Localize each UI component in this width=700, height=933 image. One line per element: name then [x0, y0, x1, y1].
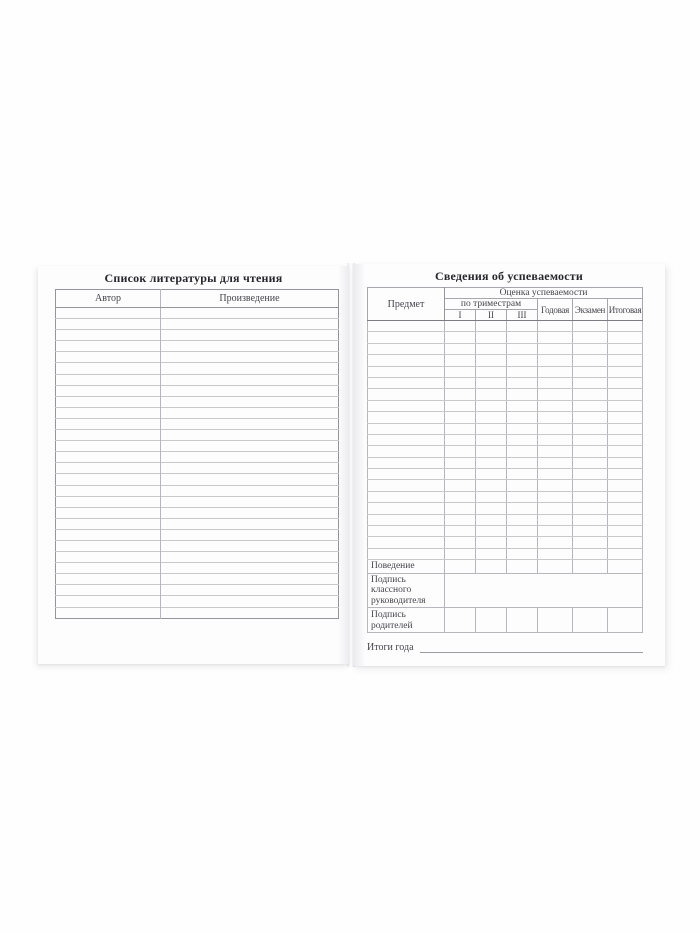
- empty-cell: [507, 389, 538, 400]
- empty-cell: [445, 469, 476, 480]
- grades-empty-row: [368, 537, 643, 548]
- empty-cell: [507, 503, 538, 514]
- empty-cell: [161, 385, 339, 396]
- behavior-row-label: Поведение: [368, 560, 445, 574]
- grades-empty-row: [368, 469, 643, 480]
- grades-empty-row: [368, 400, 643, 411]
- empty-cell: [538, 503, 573, 514]
- empty-cell: [573, 355, 608, 366]
- empty-cell: [538, 377, 573, 388]
- empty-cell: [538, 321, 573, 332]
- empty-cell: [608, 400, 643, 411]
- empty-cell: [56, 407, 161, 418]
- reading-list-empty-row: [56, 308, 339, 319]
- empty-cell: [161, 507, 339, 518]
- empty-cell: [368, 355, 445, 366]
- author-column-header: Автор: [56, 290, 161, 308]
- reading-list-empty-row: [56, 518, 339, 529]
- empty-cell: [507, 446, 538, 457]
- empty-cell: [608, 469, 643, 480]
- reading-list-empty-row: [56, 463, 339, 474]
- empty-cell: [538, 469, 573, 480]
- right-page: [353, 264, 665, 666]
- empty-cell: [608, 548, 643, 559]
- empty-cell: [573, 548, 608, 559]
- empty-cell: [56, 563, 161, 574]
- empty-cell: [507, 457, 538, 468]
- empty-cell: [538, 400, 573, 411]
- empty-cell: [445, 548, 476, 559]
- empty-cell: [476, 400, 507, 411]
- reading-list-empty-row: [56, 540, 339, 551]
- reading-list-empty-row: [56, 407, 339, 418]
- empty-cell: [507, 469, 538, 480]
- empty-cell: [161, 518, 339, 529]
- teacher-signature-row: [368, 573, 643, 608]
- grades-empty-row: [368, 321, 643, 332]
- empty-cell: [161, 552, 339, 563]
- empty-cell: [608, 446, 643, 457]
- grades-title: Сведения об успеваемости: [435, 269, 583, 283]
- empty-cell: [507, 537, 538, 548]
- empty-cell: [368, 377, 445, 388]
- reading-list-empty-row: [56, 452, 339, 463]
- final-column-header: Итоговая: [608, 299, 643, 321]
- empty-cell: [368, 537, 445, 548]
- empty-cell: [573, 377, 608, 388]
- empty-cell: [507, 480, 538, 491]
- empty-cell: [445, 343, 476, 354]
- empty-cell: [161, 563, 339, 574]
- empty-cell: [608, 526, 643, 537]
- grades-header-row-1: [368, 288, 643, 299]
- empty-cell: [161, 441, 339, 452]
- empty-cell: [573, 343, 608, 354]
- reading-list-empty-row: [56, 396, 339, 407]
- reading-list-empty-row: [56, 563, 339, 574]
- empty-cell: [445, 491, 476, 502]
- empty-cell: [507, 491, 538, 502]
- year-results-label: Итоги года: [367, 642, 414, 654]
- reading-list-empty-row: [56, 330, 339, 341]
- empty-cell: [161, 363, 339, 374]
- reading-list-empty-row: [56, 385, 339, 396]
- empty-cell: [608, 434, 643, 445]
- grades-empty-row: [368, 343, 643, 354]
- empty-cell: [476, 366, 507, 377]
- empty-cell: [608, 491, 643, 502]
- parents-signature-row-label: Подпись родителей: [368, 608, 445, 633]
- reading-list-empty-row: [56, 507, 339, 518]
- empty-cell: [476, 537, 507, 548]
- empty-cell: [368, 423, 445, 434]
- reading-list-empty-row: [56, 485, 339, 496]
- grades-empty-row: [368, 548, 643, 559]
- empty-cell: [538, 491, 573, 502]
- empty-cell: [56, 607, 161, 618]
- empty-cell: [368, 389, 445, 400]
- empty-cell: [161, 540, 339, 551]
- empty-cell: [56, 396, 161, 407]
- empty-cell: [573, 321, 608, 332]
- empty-cell: [368, 548, 445, 559]
- empty-cell: [573, 537, 608, 548]
- reading-list-empty-row: [56, 496, 339, 507]
- empty-cell: [56, 385, 161, 396]
- empty-cell: [161, 374, 339, 385]
- reading-list-empty-row: [56, 607, 339, 618]
- empty-cell: [161, 474, 339, 485]
- empty-cell: [56, 319, 161, 330]
- empty-cell: [161, 485, 339, 496]
- empty-cell: [573, 526, 608, 537]
- empty-cell: [538, 537, 573, 548]
- empty-cell: [573, 491, 608, 502]
- empty-cell: [507, 332, 538, 343]
- reading-list-empty-row: [56, 552, 339, 563]
- empty-cell: [445, 412, 476, 423]
- empty-cell: [476, 412, 507, 423]
- empty-cell: [507, 434, 538, 445]
- reading-list-empty-row: [56, 441, 339, 452]
- grade-cell: [476, 560, 507, 574]
- empty-cell: [476, 446, 507, 457]
- empty-cell: [538, 389, 573, 400]
- empty-cell: [56, 363, 161, 374]
- empty-cell: [56, 585, 161, 596]
- empty-cell: [445, 480, 476, 491]
- empty-cell: [507, 514, 538, 525]
- empty-cell: [368, 480, 445, 491]
- empty-cell: [608, 377, 643, 388]
- empty-cell: [507, 526, 538, 537]
- empty-cell: [538, 548, 573, 559]
- grades-empty-row: [368, 423, 643, 434]
- empty-cell: [368, 503, 445, 514]
- empty-cell: [161, 574, 339, 585]
- empty-cell: [476, 469, 507, 480]
- empty-cell: [573, 446, 608, 457]
- empty-cell: [161, 341, 339, 352]
- empty-cell: [538, 412, 573, 423]
- grades-empty-row: [368, 377, 643, 388]
- empty-cell: [56, 330, 161, 341]
- empty-cell: [445, 377, 476, 388]
- empty-cell: [507, 548, 538, 559]
- empty-cell: [476, 434, 507, 445]
- empty-cell: [161, 396, 339, 407]
- empty-cell: [161, 308, 339, 319]
- empty-cell: [445, 400, 476, 411]
- empty-cell: [507, 355, 538, 366]
- empty-cell: [573, 412, 608, 423]
- empty-cell: [445, 355, 476, 366]
- reading-list-empty-row: [56, 430, 339, 441]
- empty-cell: [445, 537, 476, 548]
- empty-cell: [573, 469, 608, 480]
- empty-cell: [445, 457, 476, 468]
- empty-cell: [476, 377, 507, 388]
- year-results-row: [367, 642, 643, 653]
- empty-cell: [161, 607, 339, 618]
- empty-cell: [368, 332, 445, 343]
- empty-cell: [56, 596, 161, 607]
- empty-cell: [538, 355, 573, 366]
- empty-cell: [573, 389, 608, 400]
- grades-empty-row: [368, 366, 643, 377]
- grades-empty-row: [368, 457, 643, 468]
- reading-list-empty-row: [56, 352, 339, 363]
- exam-column-header: Экзамен: [573, 299, 608, 321]
- grades-empty-row: [368, 332, 643, 343]
- empty-cell: [507, 423, 538, 434]
- reading-list-empty-row: [56, 319, 339, 330]
- empty-cell: [507, 321, 538, 332]
- trimester-2-header: II: [476, 310, 507, 321]
- left-page: [38, 266, 349, 664]
- grade-cell: [538, 560, 573, 574]
- empty-cell: [507, 400, 538, 411]
- annual-column-header: Годовая: [538, 299, 573, 321]
- empty-cell: [161, 463, 339, 474]
- empty-cell: [573, 366, 608, 377]
- empty-cell: [573, 423, 608, 434]
- empty-cell: [56, 308, 161, 319]
- empty-cell: [445, 434, 476, 445]
- empty-cell: [608, 423, 643, 434]
- empty-cell: [56, 574, 161, 585]
- empty-cell: [573, 332, 608, 343]
- empty-cell: [538, 366, 573, 377]
- trimester-group-header: по триместрам: [445, 299, 538, 310]
- grade-cell: [445, 608, 476, 633]
- empty-cell: [538, 526, 573, 537]
- reading-list-empty-row: [56, 418, 339, 429]
- grade-cell: [507, 560, 538, 574]
- grades-empty-row: [368, 389, 643, 400]
- empty-cell: [608, 389, 643, 400]
- empty-cell: [608, 343, 643, 354]
- empty-cell: [56, 540, 161, 551]
- empty-cell: [445, 389, 476, 400]
- empty-cell: [538, 480, 573, 491]
- grades-group-header: Оценка успеваемости: [445, 288, 643, 299]
- grades-table: [367, 287, 643, 633]
- empty-cell: [368, 514, 445, 525]
- grade-cell: [608, 608, 643, 633]
- reading-list-empty-row: [56, 596, 339, 607]
- reading-list-empty-row: [56, 574, 339, 585]
- empty-cell: [608, 366, 643, 377]
- grades-empty-row: [368, 480, 643, 491]
- empty-cell: [507, 343, 538, 354]
- empty-cell: [608, 321, 643, 332]
- reading-list-empty-row: [56, 529, 339, 540]
- empty-cell: [161, 452, 339, 463]
- empty-cell: [445, 446, 476, 457]
- empty-cell: [161, 407, 339, 418]
- empty-cell: [56, 452, 161, 463]
- grades-empty-row: [368, 446, 643, 457]
- empty-cell: [56, 341, 161, 352]
- empty-cell: [608, 457, 643, 468]
- grades-empty-row: [368, 514, 643, 525]
- grade-cell: [573, 560, 608, 574]
- empty-cell: [538, 423, 573, 434]
- grades-empty-row: [368, 412, 643, 423]
- empty-cell: [368, 469, 445, 480]
- parents-signature-row: [368, 608, 643, 633]
- grade-cell: [476, 608, 507, 633]
- empty-cell: [368, 366, 445, 377]
- empty-cell: [56, 518, 161, 529]
- empty-cell: [368, 434, 445, 445]
- empty-cell: [538, 343, 573, 354]
- empty-cell: [445, 423, 476, 434]
- empty-cell: [608, 332, 643, 343]
- empty-cell: [573, 480, 608, 491]
- empty-cell: [368, 526, 445, 537]
- reading-list-empty-row: [56, 585, 339, 596]
- empty-cell: [368, 457, 445, 468]
- empty-cell: [476, 321, 507, 332]
- empty-cell: [507, 412, 538, 423]
- empty-cell: [368, 400, 445, 411]
- empty-cell: [368, 491, 445, 502]
- empty-cell: [476, 491, 507, 502]
- empty-cell: [476, 343, 507, 354]
- empty-cell: [476, 480, 507, 491]
- reading-list-table: [55, 289, 339, 619]
- empty-cell: [573, 457, 608, 468]
- empty-cell: [538, 434, 573, 445]
- empty-cell: [445, 526, 476, 537]
- grade-cell: [507, 608, 538, 633]
- empty-cell: [445, 514, 476, 525]
- empty-cell: [573, 400, 608, 411]
- empty-cell: [476, 548, 507, 559]
- empty-cell: [368, 412, 445, 423]
- grade-cell: [608, 560, 643, 574]
- empty-cell: [445, 321, 476, 332]
- empty-cell: [161, 529, 339, 540]
- empty-cell: [56, 529, 161, 540]
- empty-cell: [608, 412, 643, 423]
- reading-list-empty-row: [56, 474, 339, 485]
- empty-cell: [56, 374, 161, 385]
- year-results-blank-line: [420, 644, 643, 653]
- empty-cell: [573, 434, 608, 445]
- empty-cell: [56, 507, 161, 518]
- empty-cell: [476, 526, 507, 537]
- behavior-row: [368, 560, 643, 574]
- empty-cell: [56, 441, 161, 452]
- empty-cell: [161, 330, 339, 341]
- reading-list-header-row: [56, 290, 339, 308]
- grade-cell: [445, 560, 476, 574]
- grades-empty-row: [368, 503, 643, 514]
- grades-empty-row: [368, 526, 643, 537]
- reading-list-empty-row: [56, 341, 339, 352]
- empty-cell: [56, 430, 161, 441]
- grades-empty-row: [368, 491, 643, 502]
- empty-cell: [608, 480, 643, 491]
- empty-cell: [476, 457, 507, 468]
- empty-cell: [608, 503, 643, 514]
- empty-cell: [56, 352, 161, 363]
- empty-cell: [161, 418, 339, 429]
- grades-empty-row: [368, 355, 643, 366]
- empty-cell: [538, 514, 573, 525]
- empty-cell: [538, 332, 573, 343]
- empty-cell: [476, 514, 507, 525]
- empty-cell: [445, 366, 476, 377]
- empty-cell: [56, 485, 161, 496]
- empty-cell: [56, 474, 161, 485]
- empty-cell: [445, 503, 476, 514]
- trimester-1-header: I: [445, 310, 476, 321]
- empty-cell: [608, 537, 643, 548]
- grade-cell: [573, 608, 608, 633]
- subject-column-header: Предмет: [368, 288, 445, 321]
- empty-cell: [445, 332, 476, 343]
- teacher-signature-cell: [445, 573, 643, 608]
- empty-cell: [368, 446, 445, 457]
- empty-cell: [538, 457, 573, 468]
- empty-cell: [161, 496, 339, 507]
- empty-cell: [56, 463, 161, 474]
- empty-cell: [56, 552, 161, 563]
- empty-cell: [476, 332, 507, 343]
- empty-cell: [476, 355, 507, 366]
- empty-cell: [56, 418, 161, 429]
- empty-cell: [608, 355, 643, 366]
- trimester-3-header: III: [507, 310, 538, 321]
- grades-empty-row: [368, 434, 643, 445]
- empty-cell: [161, 352, 339, 363]
- empty-cell: [608, 514, 643, 525]
- work-column-header: Произведение: [161, 290, 339, 308]
- empty-cell: [161, 585, 339, 596]
- empty-cell: [573, 503, 608, 514]
- empty-cell: [56, 496, 161, 507]
- empty-cell: [507, 366, 538, 377]
- reading-list-empty-row: [56, 363, 339, 374]
- empty-cell: [161, 596, 339, 607]
- reading-list-title: Список литературы для чтения: [104, 271, 283, 285]
- empty-cell: [538, 446, 573, 457]
- empty-cell: [573, 514, 608, 525]
- empty-cell: [368, 343, 445, 354]
- empty-cell: [161, 319, 339, 330]
- empty-cell: [476, 389, 507, 400]
- reading-list-empty-row: [56, 374, 339, 385]
- empty-cell: [368, 321, 445, 332]
- grade-cell: [538, 608, 573, 633]
- empty-cell: [476, 423, 507, 434]
- empty-cell: [507, 377, 538, 388]
- empty-cell: [476, 503, 507, 514]
- teacher-signature-row-label: Подпись классного руководителя: [368, 573, 445, 608]
- empty-cell: [161, 430, 339, 441]
